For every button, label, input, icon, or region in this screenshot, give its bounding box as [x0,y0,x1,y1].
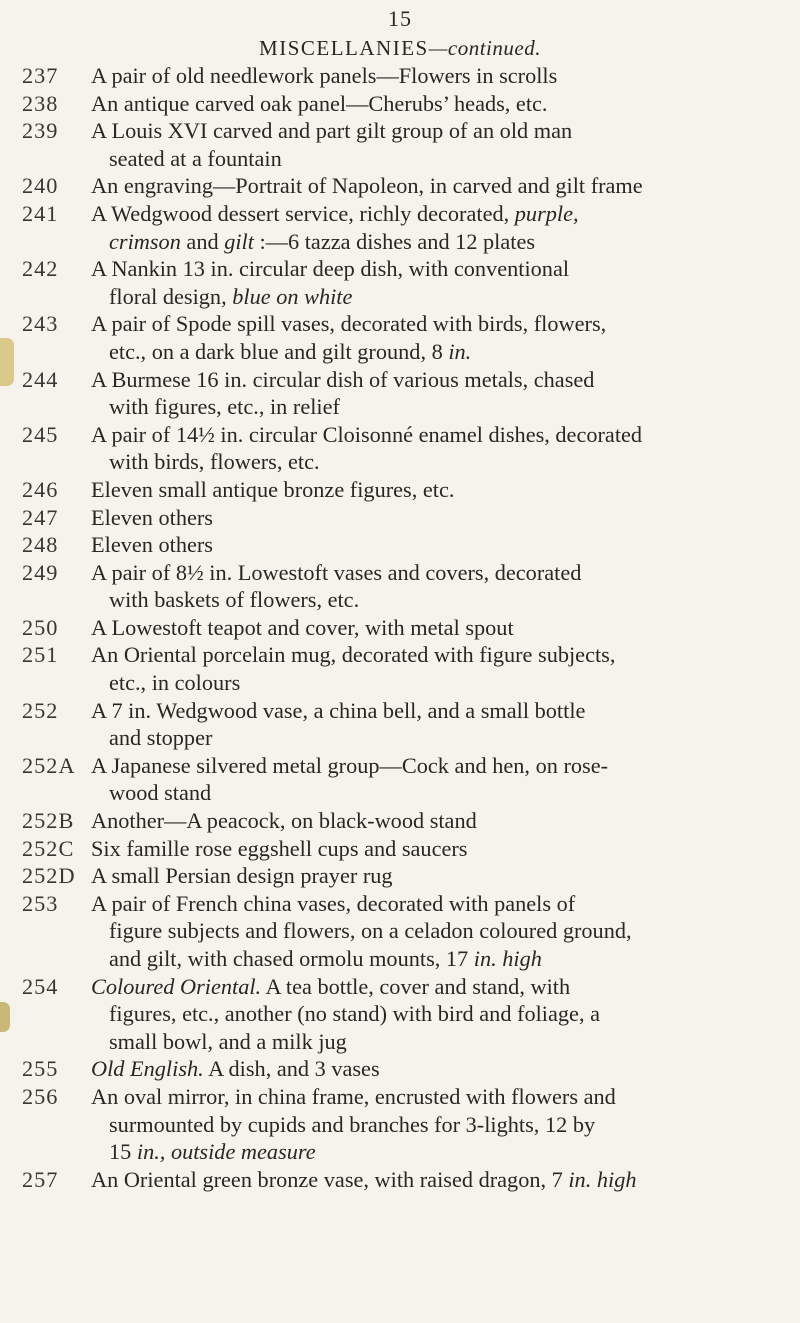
lot-description [0,476,800,504]
catalogue-entry [0,421,800,476]
catalogue-entry [0,90,800,118]
description-line [91,945,782,973]
text: and stopper [109,725,213,751]
italic-text: in. high [473,946,542,971]
text: A pair of French china vases, decorated with panels of [91,890,576,916]
catalogue-entry [0,255,800,310]
catalogue-entry [0,807,800,835]
text: An Oriental porcelain mug, decorated with figure subjects, [91,642,616,668]
catalogue-entry [0,890,800,973]
page-number: 15 [388,6,412,31]
text: A Louis XVI carved and part gilt group of an old man [91,118,573,144]
description-line [91,393,782,421]
catalogue-entry [0,835,800,863]
lot-description [0,890,800,973]
italic-text: purple, [514,200,579,226]
description-line [91,117,782,145]
description-line [91,614,782,642]
lot-description [0,117,800,172]
lot-number: 252 [22,697,59,723]
lot-number: 247 [22,504,59,530]
text: Eleven small antique bronze figures, etc. [91,476,455,502]
catalogue-entry [0,641,800,696]
text: A small Persian design prayer rug [91,863,393,889]
lot-description [0,559,800,614]
description-line [91,172,782,200]
lot-number: 238 [22,90,59,116]
lot-number: 255 [22,1056,59,1082]
description-line [91,421,782,449]
lot-number: 240 [22,173,59,199]
text: Eleven others [91,532,213,558]
description-line [91,779,782,807]
catalogue-entry [0,973,800,1056]
description-line [91,1083,782,1111]
catalogue-entry [0,1083,800,1166]
catalogue-entry [0,1166,800,1194]
lot-number: 243 [22,311,59,337]
italic-text: in. high [568,1166,637,1192]
text: small bowl, and a milk jug [109,1028,347,1054]
description-line [91,200,782,228]
lot-description [0,835,800,863]
text: A Burmese 16 in. circular dish of various metals, chased [91,366,595,392]
italic-text: Coloured Oriental. [91,973,262,999]
text: and [180,228,225,254]
heading-text: MISCELLANIES [259,36,429,60]
lot-number: 252A [22,752,76,778]
lot-number: 250 [22,614,59,640]
italic-text: in., outside measure [136,1139,316,1165]
lot-description [0,1166,800,1194]
lot-number: 252B [22,808,75,834]
description-line [91,807,782,835]
lot-description [0,697,800,752]
description-line [91,310,782,338]
description-line [91,62,782,90]
text: Eleven others [91,504,213,530]
text: A pair of Spode spill vases, decorated with birds, flowers, [91,311,607,337]
description-line [91,145,782,173]
italic-text: crimson [109,228,181,254]
text: 15 [109,1139,137,1165]
lot-number: 244 [22,366,59,392]
lot-description [0,62,800,90]
catalogue-entries [0,62,800,1193]
text: A tea bottle, cover and stand, with [261,973,571,999]
description-line [91,476,782,504]
lot-description [0,973,800,1056]
lot-description [0,172,800,200]
text: A Wedgwood dessert service, richly decorated, [91,200,515,226]
lot-number: 248 [22,532,59,558]
description-line [91,531,782,559]
lot-description [0,1083,800,1166]
lot-number: 249 [22,559,59,585]
lot-number: 257 [22,1166,59,1192]
page-title [0,36,800,61]
lot-number: 246 [22,476,59,502]
description-line [91,1138,782,1166]
text: figure subjects and flowers, on a celadon coloured ground, [109,918,632,944]
text: seated at a fountain [109,145,282,171]
description-line [91,641,782,669]
description-line [91,559,782,587]
text: An Oriental green bronze vase, with raised dragon, 7 [91,1166,569,1192]
lot-description [0,255,800,310]
catalogue-entry [0,559,800,614]
text: with figures, etc., in relief [109,394,340,420]
lot-number: 241 [22,200,59,226]
description-line [91,890,782,918]
lot-number: 245 [22,421,59,447]
text: etc., on a dark blue and gilt ground, 8 [109,338,449,364]
catalogue-entry [0,862,800,890]
text: etc., in colours [109,670,241,696]
description-line [91,366,782,394]
lot-number: 256 [22,1083,59,1109]
lot-description [0,310,800,365]
description-line [91,448,782,476]
description-line [91,724,782,752]
catalogue-entry [0,531,800,559]
text: A 7 in. Wedgwood vase, a china bell, and a small bottle [91,697,586,723]
lot-number: 239 [22,118,59,144]
text: A dish, and 3 vases [203,1056,380,1082]
text: wood stand [109,780,212,806]
text: A pair of 8½ in. Lowestoft vases and covers, decorated [91,559,582,585]
italic-text: in. [448,338,472,364]
text: A Lowestoft teapot and cover, with metal spout [91,614,514,640]
lot-number: 252D [22,863,76,889]
lot-description [0,366,800,421]
text: A Nankin 13 in. circular deep dish, with conventional [91,256,570,282]
description-line [91,835,782,863]
italic-text: gilt [224,228,254,254]
description-line [91,1111,782,1139]
description-line [91,228,782,256]
text: Another—A peacock, on black-wood stand [91,808,477,834]
text: Six famille rose eggshell cups and saucers [91,835,468,861]
description-line [91,586,782,614]
description-line [91,973,782,1001]
text: An engraving—Portrait of Napoleon, in carved and gilt frame [91,173,643,199]
text: surmounted by cupids and branches for 3-lights, 12 by [109,1111,596,1137]
text: :—6 tazza dishes and 12 plates [253,228,536,254]
lot-description [0,421,800,476]
catalogue-entry [0,476,800,504]
description-line [91,669,782,697]
catalogue-entry [0,697,800,752]
catalogue-entry [0,172,800,200]
description-line [91,255,782,283]
heading-suffix: —continued. [428,36,541,60]
catalogue-entry [0,752,800,807]
description-line [91,1000,782,1028]
description-line [91,338,782,366]
text: floral design, [109,283,233,309]
description-line [91,752,782,780]
description-line [91,1166,782,1194]
italic-text: Old English. [91,1056,204,1082]
text: A Japanese silvered metal group—Cock and hen, on rose- [91,752,609,778]
text: and gilt, with chased ormolu mounts, 17 [109,946,474,971]
text: A pair of 14½ in. circular Cloisonné enamel dishes, decorated [91,421,643,447]
italic-text: blue on white [232,283,353,309]
catalogue-entry [0,1055,800,1083]
text: with birds, flowers, etc. [109,449,320,475]
text: An oval mirror, in china frame, encrusted with flowers and [91,1083,616,1109]
text: An antique carved oak panel—Cherubs’ heads, etc. [91,90,548,116]
description-line [91,917,782,945]
lot-number: 254 [22,973,59,999]
lot-number: 252C [22,835,75,861]
text: figures, etc., another (no stand) with bird and foliage, a [109,1001,600,1027]
lot-number: 253 [22,890,59,916]
lot-description [0,1055,800,1083]
catalogue-entry [0,200,800,255]
lot-description [0,504,800,532]
lot-number: 237 [22,63,59,88]
catalogue-entry [0,117,800,172]
description-line [91,283,782,311]
description-line [91,1028,782,1056]
description-line [91,90,782,118]
catalogue-entry [0,614,800,642]
lot-number: 251 [22,642,59,668]
lot-description [0,614,800,642]
lot-description [0,200,800,255]
lot-description [0,531,800,559]
catalogue-entry [0,366,800,421]
catalogue-entry [0,504,800,532]
description-line [91,504,782,532]
catalogue-entry [0,62,800,90]
description-line [91,862,782,890]
text: A pair of old needlework panels—Flowers in scrolls [91,63,558,88]
lot-number: 242 [22,256,59,282]
lot-description [0,90,800,118]
lot-description [0,807,800,835]
description-line [91,697,782,725]
lot-description [0,641,800,696]
catalogue-entry [0,310,800,365]
description-line [91,1055,782,1083]
lot-description [0,862,800,890]
lot-description [0,752,800,807]
text: with baskets of flowers, etc. [109,587,360,613]
